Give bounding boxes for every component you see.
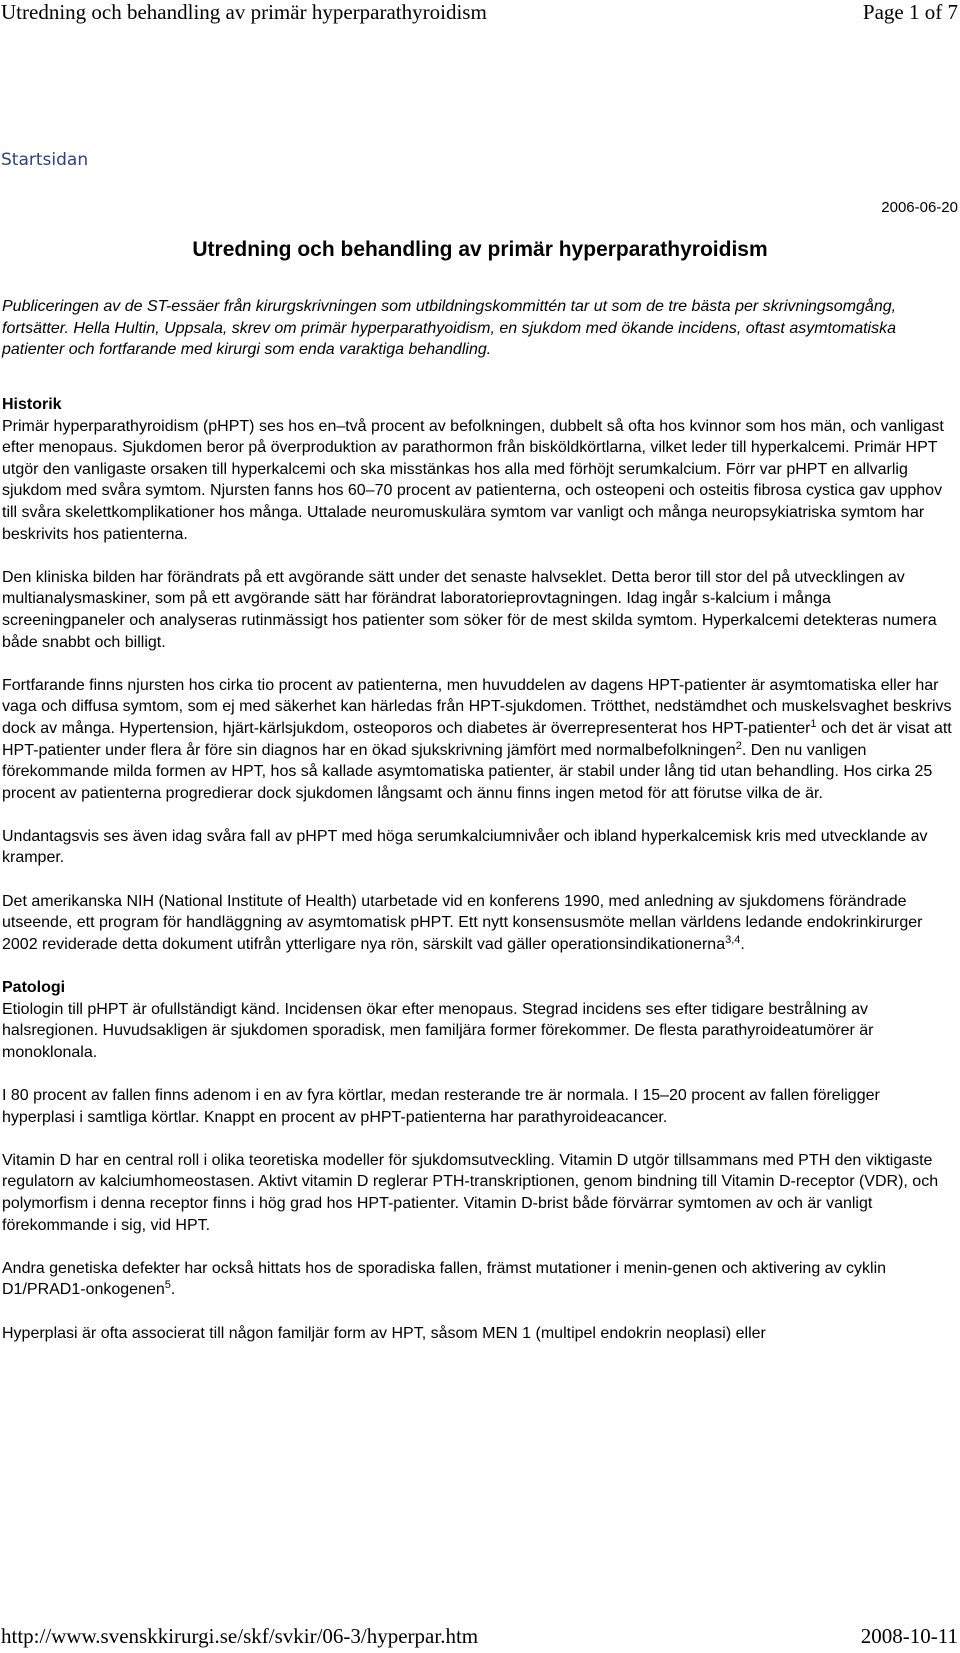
text-span: . Den nu vanligen förekommande milda formen av HPT, hos så kallade asymtomatiska patienter, är stabil under lång tid utan behandling. Hos cirka 25 procent av patienterna progredierar dock sjukdomen långsamt och ännu finns ingen metod för att förutse vilka de är. (2, 741, 933, 802)
paragraph: Undantagsvis ses även idag svåra fall av pHPT med höga serumkalciumnivåer och ibland hyperkalcemisk kris med utvecklande av kramper. (2, 827, 928, 867)
paragraph (2, 675, 954, 805)
reference-superscript: 1 (810, 717, 817, 730)
paragraph (2, 891, 954, 956)
paragraph: I 80 procent av fallen finns adenom i en av fyra körtlar, medan resterande tre är normala. I 15–20 procent av fallen föreligger hyperplasi i samtliga körtlar. Knappt en procent av pHPT-patienterna har parathyroideacancer. (2, 1087, 880, 1126)
print-header-page: Page 1 of 7 (862, 0, 958, 24)
text-span: Det amerikanska NIH (National Institute of Health) utarbetade vid en konferens 1990, med anledning av sjukdomens förändrade utseende, ett program för handläggning av asymtomatisk pHPT. Ett nytt konsensusmöte mellan världens ledande endokrinkirurger 2002 reviderade detta dokument utifrån ytterligare nya rön, särskilt vad gäller operationsindikationerna (2, 892, 923, 953)
paragraph: Vitamin D har en central roll i olika teoretiska modeller för sjukdomsutveckling. Vitamin D utgör tillsammans med PTH den viktigaste regulatorn av kalciumhomeostasen. Aktivt vitamin D reglerar PTH-transkriptionen, genom bindning till Vitamin D-receptor (VDR), och polymorfism i denna receptor finns i hög grad hos HPT-patienter. Vitamin D-brist både förvärrar symtomen av och är vanligt förekommande i sig, vid HPT. (2, 1151, 939, 1234)
text-span: Andra genetiska defekter har också hittats hos de sporadiska fallen, främst mutationer i menin-genen och aktivering av cyklin D1/PRAD1-onkogenen (2, 1259, 887, 1299)
article-body (2, 394, 954, 1344)
reference-superscript: 5 (164, 1279, 171, 1292)
text-span: Fortfarande finns njursten hos cirka tio procent av patienterna, men huvuddelen av dagens HPT-patienter är asymtomatiska eller har vaga och diffusa symtom, som ej med säkerhet kan härledas från HPT-sjukdomen. Trötthet, nedstämdhet och muskelsvaghet beskrivs dock av många. Hypertension, hjärt-kärlsjukdom, osteoporos och diabetes är överrepresenterat hos HPT-patienter (2, 676, 952, 737)
page-title: Utredning och behandling av primär hyperparathyroidism (192, 238, 768, 261)
reference-superscript: 3,4 (725, 933, 741, 946)
print-footer (0, 1624, 960, 1652)
source-url: http://www.svenskkirurgi.se/skf/svkir/06-3/hyperpar.htm (1, 1624, 479, 1648)
text-span: . (170, 1281, 176, 1299)
print-date: 2008-10-11 (860, 1624, 958, 1648)
section-heading-historik: Historik (2, 396, 62, 413)
text-span: . (740, 935, 745, 953)
section-heading-patologi: Patologi (2, 979, 66, 997)
paragraph: Hyperplasi är ofta associerat till någon familjär form av HPT, såsom MEN 1 (multipel endokrin neoplasi) eller (2, 1324, 766, 1342)
text-span: och det är visat att HPT-patienter under flera år före sin diagnos har en ökad sjukskrivning jämfört med normalbefolkningen (2, 719, 952, 759)
reference-superscript: 2 (735, 739, 742, 752)
paragraph: Etiologin till pHPT är ofullständigt känd. Incidensen ökar efter menopaus. Stegrad incidens ses efter tidigare bestrålning av halsregionen. Huvudsakligen är sjukdomen sporadisk, men familjära former förekommer. De flesta parathyroideatumörer är monoklonala. (2, 1000, 874, 1061)
print-header (0, 0, 960, 28)
lead-paragraph: Publiceringen av de ST-essäer från kirurgskrivningen som utbildningskommittén tar ut som de tre bästa per skrivningsomgång, fortsätter. Hella Hultin, Uppsala, skrev om primär hyperparathyoidism, en sjukdom med ökande incidens, oftast asymtomatiska patienter och fortfarande med kirurgi som enda varaktiga behandling. (2, 298, 897, 358)
paragraph (2, 1258, 954, 1301)
publish-date: 2006-06-20 (881, 199, 958, 216)
home-link[interactable]: Startsidan (1, 150, 89, 170)
print-header-title: Utredning och behandling av primär hyperparathyroidism (1, 0, 487, 24)
paragraph: Den kliniska bilden har förändrats på ett avgörande sätt under det senaste halvseklet. Detta beror till stor del på utvecklingen av multianalysmaskiner, som på ett avgörande sätt har förändrat laboratorieprovtagningen. Idag ingår s-kalcium i många screeningpaneler och analyseras rutinmässigt hos patienter som söker för de mest skilda symtom. Hyperkalcemi detekteras numera både snabbt och billigt. (2, 568, 937, 651)
paragraph: Primär hyperparathyroidism (pHPT) ses hos en–två procent av befolkningen, dubbelt så ofta hos kvinnor som hos män, och vanligast efter menopaus. Sjukdomen beror på överproduktion av parathormon från bisköldkörtlarna, vilket leder till hyperkalcemi. Primär HPT utgör den vanligaste orsaken till hyperkalcemi och ska misstänkas hos alla med förhöjt serumkalcium. Förr var pHPT en allvarlig sjukdom med svåra symtom. Njursten fanns hos 60–70 procent av patienterna, och osteopeni och osteitis fibrosa cystica gav upphov till svåra skelettkomplikationer hos många. Uttalade neuromuskulära symtom var vanligt och många neuropsykiatriska symtom har beskrivits hos patienterna. (2, 417, 944, 543)
